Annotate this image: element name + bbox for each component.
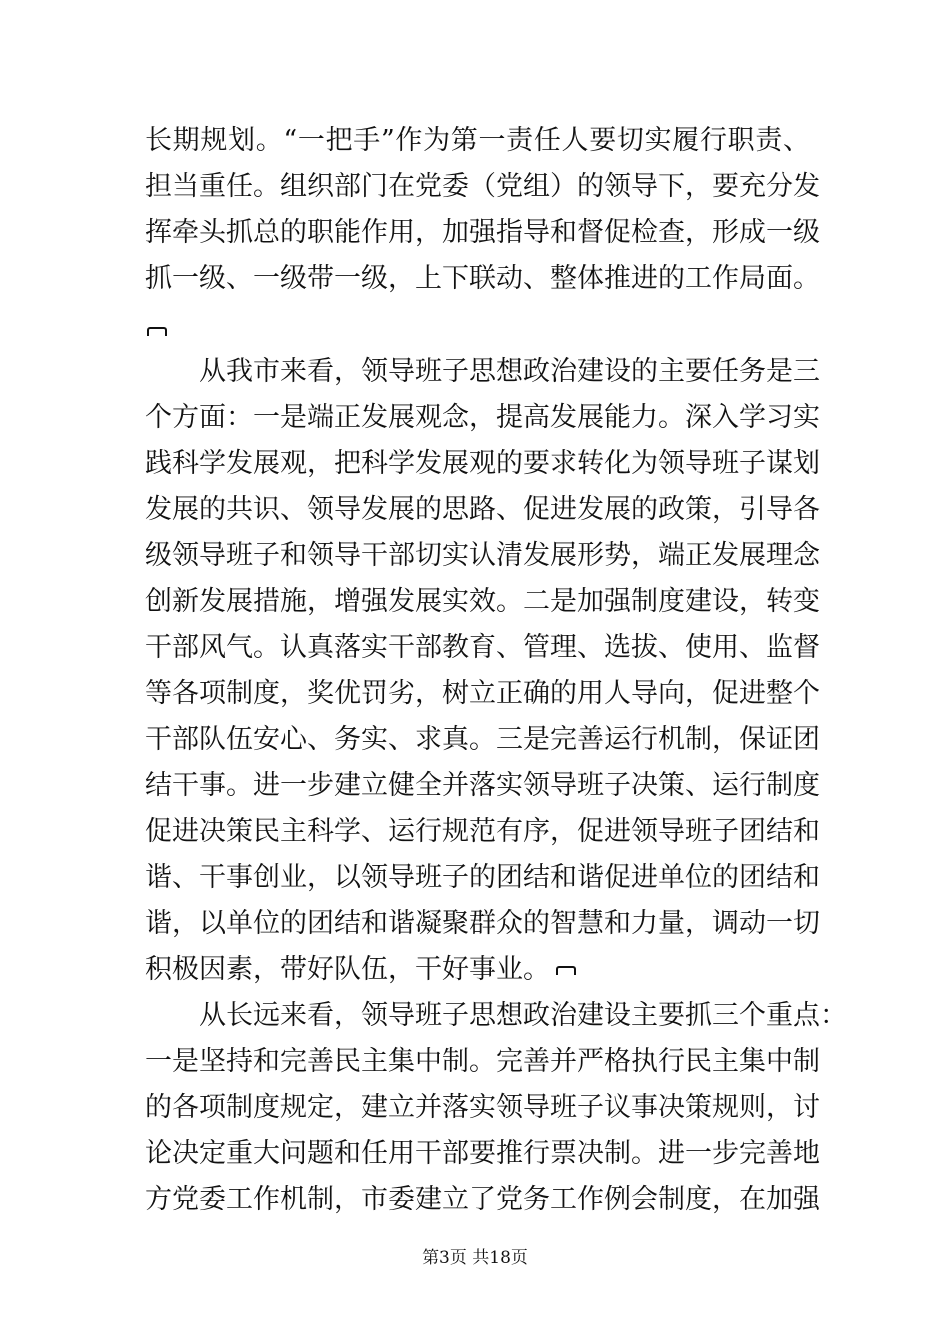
text-line: 干部风气。认真落实干部教育、管理、选拔、使用、监督 — [145, 632, 820, 663]
text-line: 担当重任。组织部门在党委（党组）的领导下，要充分发 — [145, 171, 820, 202]
text-line: 个方面：一是端正发展观念，提高发展能力。深入学习实 — [145, 402, 820, 433]
text-line: 践科学发展观，把科学发展观的要求转化为领导班子谋划 — [145, 448, 820, 479]
text-line: 方党委工作机制，市委建立了党务工作例会制度，在加强 — [145, 1184, 820, 1215]
text-line: 长期规划。“一把手”作为第一责任人要切实履行职责、 — [145, 125, 810, 156]
text-line: 干部队伍安心、务实、求真。三是完善运行机制，保证团 — [145, 724, 820, 755]
paragraph-mark-icon — [556, 966, 576, 975]
text-line: 谐，以单位的团结和谐凝聚群众的智慧和力量，调动一切 — [145, 908, 820, 939]
text-line: 抓一级、一级带一级，上下联动、整体推进的工作局面。 — [145, 263, 820, 294]
text-line: 结干事。进一步建立健全并落实领导班子决策、运行制度 — [145, 770, 820, 801]
text-line-end — [145, 947, 576, 993]
text-line: 积极因素，带好队伍，干好事业。 — [145, 954, 550, 985]
text-line: 创新发展措施，增强发展实效。二是加强制度建设，转变 — [145, 586, 820, 617]
text-line: 发展的共识、领导发展的思路、促进发展的政策，引导各 — [145, 494, 820, 525]
text-line: 一是坚持和完善民主集中制。完善并严格执行民主集中制 — [145, 1046, 820, 1077]
text-line: 的各项制度规定，建立并落实领导班子议事决策规则，讨 — [145, 1092, 820, 1123]
page-footer: 第3页 共18页 — [422, 1248, 528, 1268]
text-line: 级领导班子和领导干部切实认清发展形势，端正发展理念 — [145, 540, 820, 571]
text-line: 等各项制度，奖优罚劣，树立正确的用人导向，促进整个 — [145, 678, 820, 709]
paragraph-mark-icon — [147, 327, 167, 336]
text-line: 从长远来看，领导班子思想政治建设主要抓三个重点： — [199, 1000, 847, 1031]
text-line: 从我市来看，领导班子思想政治建设的主要任务是三 — [199, 356, 820, 387]
text-line: 促进决策民主科学、运行规范有序，促进领导班子团结和 — [145, 816, 820, 847]
text-line: 挥牵头抓总的职能作用，加强指导和督促检查，形成一级 — [145, 217, 820, 248]
text-line: 谐、干事创业，以领导班子的团结和谐促进单位的团结和 — [145, 862, 820, 893]
text-line: 论决定重大问题和任用干部要推行票决制。进一步完善地 — [145, 1138, 820, 1169]
